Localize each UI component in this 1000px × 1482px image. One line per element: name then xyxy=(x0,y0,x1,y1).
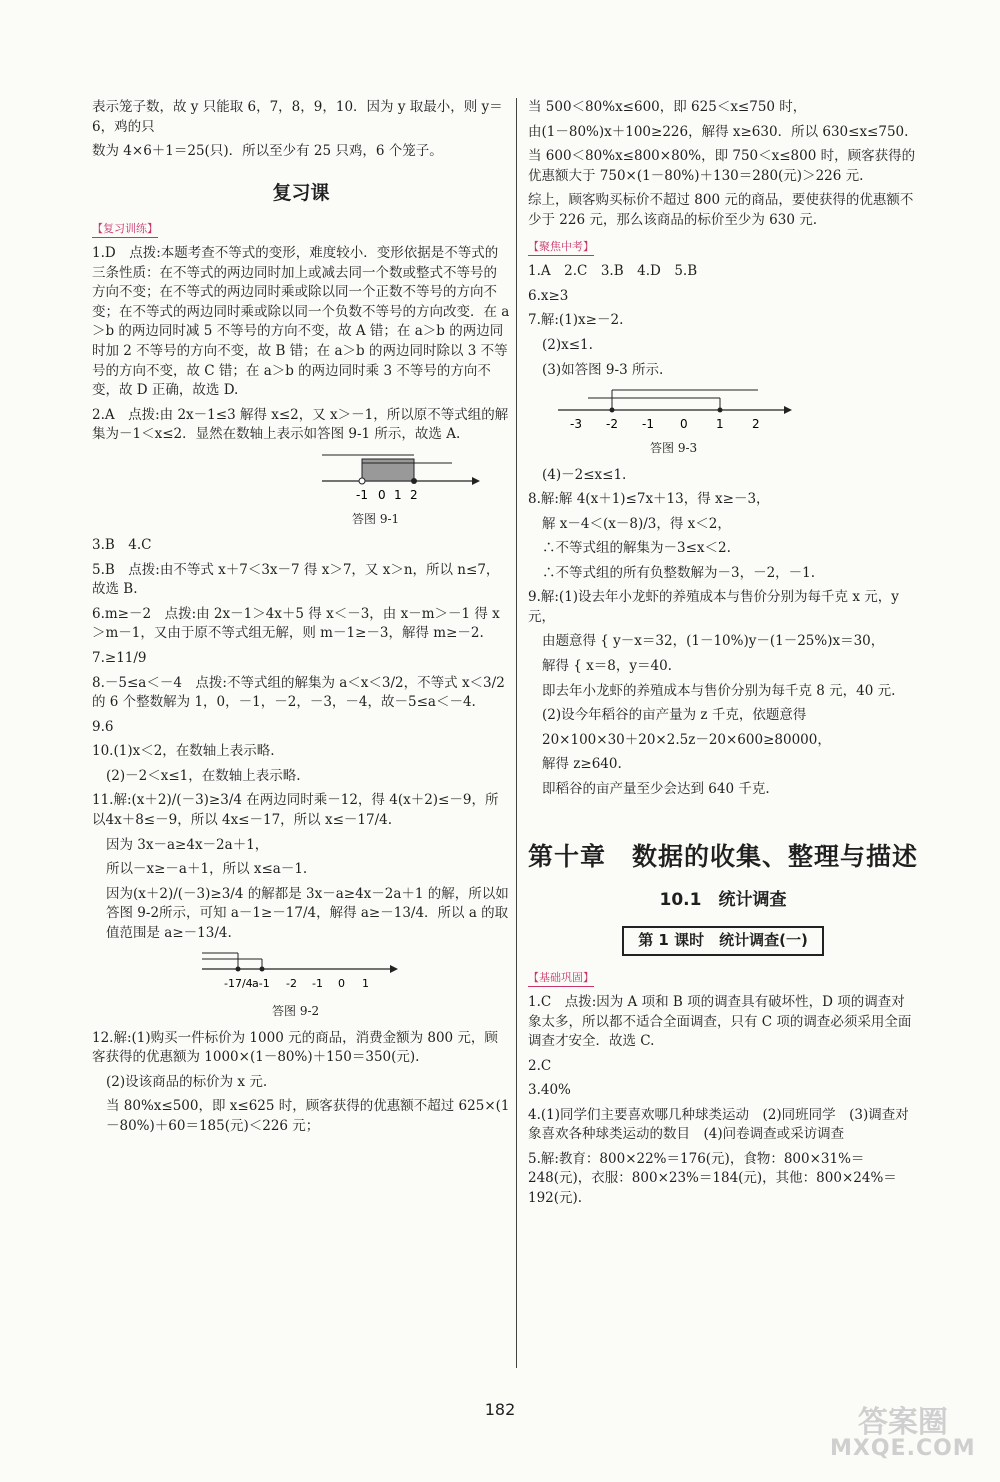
answer-11: 11.解:(x＋2)/(－3)≥3/4 在两边同时乘－12，得 4(x＋2)≤－9，所以4x＋8≤－9，所以 4x≤－17，所以 x≤－17/4. xyxy=(92,792,499,828)
fig93-tick-d: 0 xyxy=(680,417,688,432)
watermark-logo xyxy=(830,1405,976,1461)
fig93-tick-f: 2 xyxy=(752,417,760,432)
tag-exam: 【聚焦中考】 xyxy=(528,239,594,256)
section-title: 复习课 xyxy=(272,181,330,204)
tag-basic: 【基础巩固】 xyxy=(528,970,594,987)
exam-9-d: 即去年小龙虾的养殖成本与售价分别为每千克 8 元，40 元. xyxy=(542,682,896,699)
watermark-line2: MXQE.COM xyxy=(830,1436,976,1461)
fig91-caption: 答图 9-1 xyxy=(352,511,400,526)
fig93-tick-a: -3 xyxy=(570,417,582,432)
chapter-title: 第十章 数据的收集、整理与描述 xyxy=(528,842,919,872)
cont-3: 当 600＜80%x≤800×80%，即 750＜x≤800 时，顾客获得的优惠额大于 750×(1－80%)＋130＝280(元)＞226 元. xyxy=(528,148,916,184)
answer-8: 8.－5≤a＜－4 点拨:不等式组的解集为 a＜x＜3/2，不等式 x＜3/2 的 6 个整数解为 1，0，－1，－2，－3，－4，故－5≤a＜－4. xyxy=(92,674,505,711)
tag-review: 【复习训练】 xyxy=(92,221,158,238)
answer-10-2: (2)－2＜x≤1，在数轴上表示略. xyxy=(106,767,301,784)
answer-6: 6.m≥－2 点拨:由 2x－1＞4x＋5 得 x＜－3，由 x－m＞－1 得 x＞m－1，又由于原不等式组无解，则 m－1≥－3，解得 m≥－2. xyxy=(92,605,500,642)
basic-2: 2.C xyxy=(528,1057,552,1074)
exam-8-b: 解 x－4＜(x－8)/3，得 x＜2， xyxy=(542,515,731,532)
lesson-title: 第 1 课时 统计调查(一) xyxy=(622,926,824,956)
figure-9-1 xyxy=(322,451,510,528)
basic-1: 1.C 点拨:因为 A 项和 B 项的调查具有破坏性，D 项的调查对象太多，所以都不适合全面调查，只有 C 项的调查必须采用全面调查才安全．故选 C. xyxy=(528,993,912,1050)
fig92-caption: 答图 9-2 xyxy=(272,1004,320,1019)
fig92-tick-d: -1 xyxy=(312,977,323,991)
fig92-tick-a: -17/4 xyxy=(224,977,253,991)
fig92-tick-f: 1 xyxy=(362,977,369,991)
figure-9-3 xyxy=(558,386,918,457)
answer-12-b: (2)设该商品的标价为 x 元. xyxy=(106,1073,268,1090)
exam-1-5: 1.A 2.C 3.B 4.D 5.B xyxy=(528,263,698,280)
fig93-tick-b: -2 xyxy=(606,417,618,432)
fig91-tick-2: 2 xyxy=(410,487,418,502)
fig91-tick-1: 1 xyxy=(394,487,402,502)
fig91-tick-neg1: -1 xyxy=(356,487,368,502)
subsection-title: 10.1 统计调查 xyxy=(659,889,787,910)
answer-12-c: 当 80%x≤500，即 x≤625 时，顾客获得的优惠额不超过 625×(1－80%)＋60＝185(元)＜226 元； xyxy=(106,1098,510,1134)
answer-3-4: 3.B 4.C xyxy=(92,537,152,554)
exam-9-e: (2)设今年稻谷的亩产量为 z 千克，依题意得 xyxy=(542,707,807,724)
answer-11-c: 所以－x≥－a＋1，所以 x≤a－1. xyxy=(106,861,308,878)
fig93-tick-e: 1 xyxy=(716,417,724,432)
exam-7-3: (3)如答图 9-3 所示. xyxy=(542,361,664,378)
figure-9-2 xyxy=(202,949,510,1020)
fig91-tick-0: 0 xyxy=(378,487,386,502)
basic-5: 5.解:教育：800×22%＝176(元)，食物：800×31%＝248(元)，衣服：800×23%＝184(元)，其他：800×24%＝192(元). xyxy=(528,1150,897,1207)
exam-9-g: 解得 z≥640. xyxy=(542,756,622,773)
exam-8-d: ∴不等式组的所有负整数解为－3，－2，－1. xyxy=(542,564,816,581)
answer-1: 1.D 点拨:本题考查不等式的变形，难度较小．变形依据是不等式的三条性质：在不等式的两边同时加上或减去同一个数或整式不等号的方向不变；在不等式的两边同时乘或除以同一个正数不等号的方向不变；在不等式的两边同时乘或除以同一个负数不等号的方向改变．在 a＞b 的两边同时减 5 不等号的方向不变，故 A 错；在 a＞b 的两边同时加 2 不等号的方向不变，故 B 错；在 a＞b 的两边同时除以 3 不等号的方向不变，故 C 错；在 a＞b 的两边同时乘 3 不等号的方向不变，故 D 正确，故选 D. xyxy=(92,245,510,399)
exam-7-1: 7.解:(1)x≥－2. xyxy=(528,312,624,329)
exam-7-4: (4)－2≤x≤1. xyxy=(542,466,627,483)
answer-2: 2.A 点拨:由 2x－1≤3 解得 x≤2，又 x＞－1，所以原不等式组的解集为－1＜x≤2．显然在数轴上表示如答图 9-1 所示，故选 A. xyxy=(92,406,509,443)
fig93-caption: 答图 9-3 xyxy=(650,441,698,456)
cont-1: 当 500＜80%x≤600，即 625＜x≤750 时， xyxy=(528,99,807,115)
fig92-tick-e: 0 xyxy=(338,977,345,991)
watermark-line1: 答案圈 xyxy=(857,1405,948,1440)
intro-line-1: 表示笼子数，故 y 只能取 6，7，8，9，10．因为 y 取最小，则 y＝6，鸡的只 xyxy=(92,99,503,135)
basic-3: 3.40% xyxy=(528,1082,571,1099)
cont-2: 由(1－80%)x＋100≥226，解得 x≥630．所以 630≤x≤750. xyxy=(528,123,909,140)
exam-8: 8.解:解 4(x＋1)≤7x＋13，得 x≥－3， xyxy=(528,491,770,508)
fig93-tick-c: -1 xyxy=(642,417,654,432)
answer-10-1: 10.(1)x＜2，在数轴上表示略. xyxy=(92,743,275,760)
right-column xyxy=(528,98,918,1214)
exam-9-b: 由题意得 { y－x＝32，(1－10%)y－(1－25%)x＝30， xyxy=(542,633,885,650)
cont-4: 综上，顾客购买标价不超过 800 元的商品，要使获得的优惠额不少于 226 元，那么该商品的标价至少为 630 元. xyxy=(528,192,914,228)
page-number: 182 xyxy=(484,1400,516,1419)
fig92-tick-c: -2 xyxy=(286,977,297,991)
answer-9: 9.6 xyxy=(92,718,114,735)
column-divider xyxy=(516,98,517,1368)
exam-9-h: 即稻谷的亩产量至少会达到 640 千克. xyxy=(542,780,770,797)
answer-7: 7.≥11/9 xyxy=(92,650,147,666)
left-column xyxy=(92,98,510,1142)
exam-8-c: ∴不等式组的解集为－3≤x＜2. xyxy=(542,540,731,557)
exam-9: 9.解:(1)设去年小龙虾的养殖成本与售价分别为每千克 x 元，y 元， xyxy=(528,589,899,625)
basic-4: 4.(1)同学们主要喜欢哪几种球类运动 (2)同班同学 (3)调查对象喜欢各种球类运动的数目 (4)问卷调查或采访调查 xyxy=(528,1106,909,1143)
intro-line-2: 数为 4×6＋1＝25(只)．所以至少有 25 只鸡，6 个笼子。 xyxy=(92,143,443,160)
answer-11-b: 因为 3x－a≥4x－2a＋1， xyxy=(106,836,269,853)
fig92-tick-b: a-1 xyxy=(252,977,270,991)
answer-12: 12.解:(1)购买一件标价为 1000 元的商品，消费金额为 800 元，顾客获得的优惠额为 1000×(1－80%)＋150＝350(元). xyxy=(92,1029,498,1066)
answer-11-d: 因为(x＋2)/(－3)≥3/4 的解都是 3x－a≥4x－2a＋1 的解，所以如答图 9-2所示，可知 a－1≥－17/4，解得 a≥－13/4．所以 a 的取值范围是 a≥－13/4. xyxy=(106,885,509,941)
exam-7-2: (2)x≤1. xyxy=(542,337,593,353)
exam-6: 6.x≥3 xyxy=(528,287,569,304)
exam-9-f: 20×100×30＋20×2.5z－20×600≥80000， xyxy=(542,731,831,748)
exam-9-c: 解得 { x＝8，y＝40. xyxy=(542,658,672,675)
answer-5: 5.B 点拨:由不等式 x＋7＜3x－7 得 x＞7，又 x＞n，所以 n≤7，故选 B. xyxy=(92,561,500,598)
